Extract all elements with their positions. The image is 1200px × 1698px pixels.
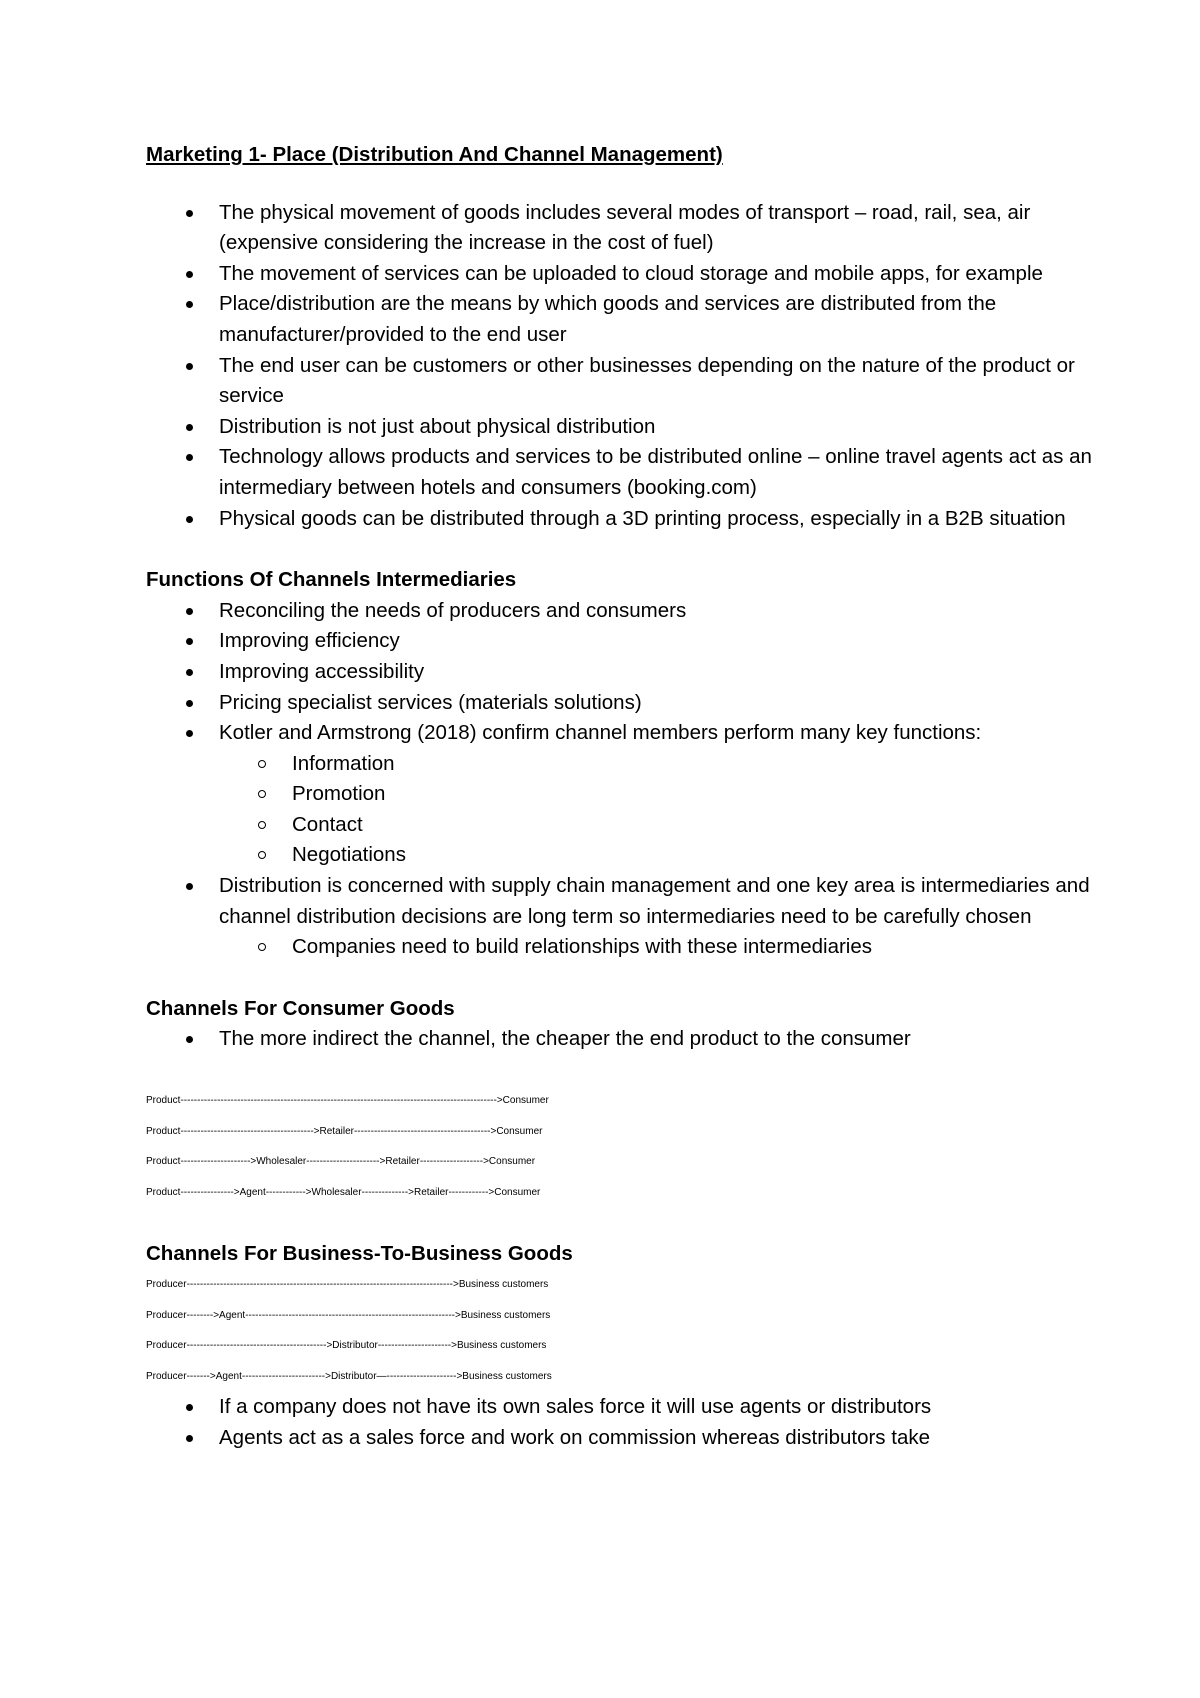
channel-line: Product---------------------------------------->Retailer----------------------------------------->Consumer	[146, 1125, 543, 1137]
list-item: The end user can be customers or other businesses depending on the nature of the product or service	[146, 351, 1106, 412]
channel-line: Producer------------------------------------------>Distributor---------------------->Business customers	[146, 1340, 547, 1352]
b2b-list	[146, 1392, 1106, 1453]
list-item: Distribution is not just about physical distribution	[146, 412, 1106, 443]
list-item: Improving accessibility	[146, 657, 1106, 688]
page-title: Marketing 1- Place (Distribution And Channel Management)	[146, 143, 723, 166]
channel-line: Producer-------------------------------------------------------------------------------->Business customers	[146, 1279, 549, 1290]
channel-line: Product----------------------------------------------------------------------------------------------->Consumer	[146, 1095, 549, 1107]
list-item: The physical movement of goods includes several modes of transport – road, rail, sea, air (expensive considering the increase in the cost of fuel)	[146, 198, 1106, 259]
consumer-list	[146, 1024, 1106, 1055]
list-item: The more indirect the channel, the cheaper the end product to the consumer	[146, 1024, 1106, 1055]
sub-list-item: Promotion	[146, 779, 1106, 810]
functions-heading: Functions Of Channels Intermediaries	[146, 568, 517, 592]
sub-list-item: Companies need to build relationships with these intermediaries	[146, 932, 1106, 963]
document-page	[146, 140, 1106, 1454]
sub-list-item: Negotiations	[146, 840, 1106, 871]
list-item: Reconciling the needs of producers and consumers	[146, 596, 1106, 627]
list-item: Kotler and Armstrong (2018) confirm channel members perform many key functions:	[146, 718, 1106, 749]
list-item: If a company does not have its own sales force it will use agents or distributors	[146, 1392, 1106, 1423]
list-item: The movement of services can be uploaded to cloud storage and mobile apps, for example	[146, 259, 1106, 290]
list-item: Place/distribution are the means by which goods and services are distributed from the manufacturer/provided to the end user	[146, 289, 1106, 350]
channel-line: Product---------------->Agent------------>Wholesaler-------------->Retailer------------>Consumer	[146, 1186, 541, 1198]
intro-list	[146, 198, 1106, 535]
sub-list-item: Information	[146, 749, 1106, 780]
sub-list-item: Contact	[146, 810, 1106, 841]
list-item: Pricing specialist services (materials solutions)	[146, 688, 1106, 719]
list-item: Physical goods can be distributed through a 3D printing process, especially in a B2B situation	[146, 504, 1106, 535]
channel-line: Producer------->Agent------------------------->Distributor—--------------------->Business customers	[146, 1370, 552, 1382]
b2b-heading: Channels For Business-To-Business Goods	[146, 1242, 573, 1266]
consumer-heading: Channels For Consumer Goods	[146, 996, 455, 1020]
list-item: Agents act as a sales force and work on commission whereas distributors take	[146, 1423, 1106, 1454]
list-item: Distribution is concerned with supply chain management and one key area is intermediaries and channel distribution decisions are long term so intermediaries need to be carefully chosen	[146, 871, 1106, 932]
list-item: Technology allows products and services to be distributed online – online travel agents act as an intermediary between hotels and consumers (booking.com)	[146, 442, 1106, 503]
functions-list	[146, 596, 1106, 963]
list-item: Improving efficiency	[146, 626, 1106, 657]
channel-line: Product--------------------->Wholesaler---------------------->Retailer------------------->Consumer	[146, 1156, 536, 1168]
channel-line: Producer-------->Agent--------------------------------------------------------------->Business customers	[146, 1309, 551, 1321]
